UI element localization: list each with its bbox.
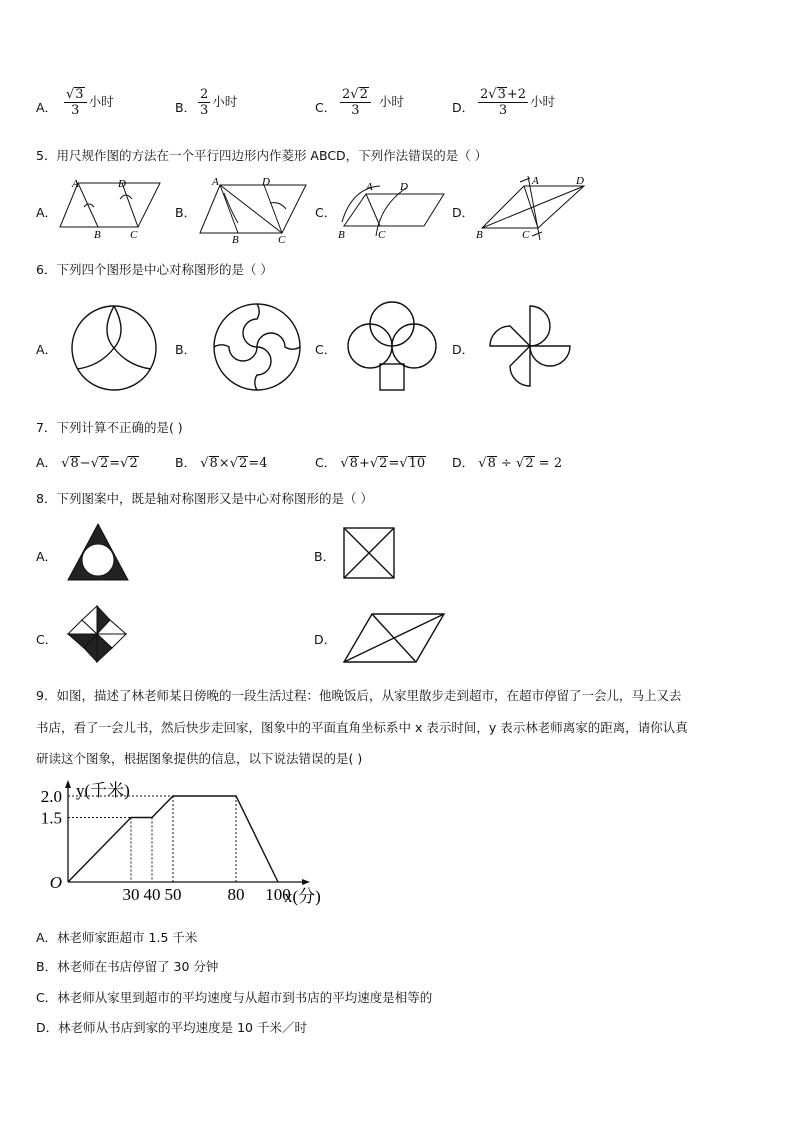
denominator: 3 (498, 103, 508, 118)
q6-figure-a (70, 304, 158, 392)
q8-stem: 8．下列图案中，既是轴对称图形又是中心对称图形的是（ ） (36, 491, 373, 506)
q9-option-c[interactable]: C．林老师从家里到超市的平均速度与从超市到书店的平均速度是相等的 (36, 990, 433, 1005)
point-label: A (532, 175, 539, 187)
q6-figure-c (346, 300, 438, 392)
q7-option-a[interactable]: A． √8−√2=√2 (36, 455, 138, 471)
point-label: A (366, 181, 373, 193)
q8-figure-a (66, 522, 130, 582)
q5-option-c[interactable]: C． (315, 205, 337, 220)
option-label: A． (36, 455, 58, 470)
q9-option-b[interactable]: B．林老师在书店停留了 30 分钟 (36, 959, 219, 974)
point-label: C (130, 229, 138, 241)
q4-option-d-value: $\frac{2√3+2}{3}$ 小时 (480, 87, 556, 118)
x-tick-label: 100 (265, 885, 291, 904)
radicand: 8 (209, 456, 218, 471)
unit: 小时 (530, 94, 556, 109)
q6-stem: 6．下列四个图形是中心对称图形的是（ ） (36, 262, 273, 277)
q9-option-d[interactable]: D．林老师从书店到家的平均速度是 10 千米／时 (36, 1020, 307, 1035)
option-label: C． (315, 455, 337, 470)
equals: = (248, 456, 260, 471)
point-label: D (262, 176, 270, 188)
q8-figure-c (64, 604, 130, 664)
radicand: 2 (129, 456, 138, 471)
point-label: B (232, 234, 239, 246)
y-tick-label: 2.0 (40, 787, 62, 806)
q5-option-b[interactable]: B． (175, 205, 197, 220)
point-label: D (118, 178, 126, 190)
q8-option-c[interactable]: C． (36, 632, 58, 647)
x-tick-label: 50 (164, 885, 182, 904)
q4-option-a-value: $\frac{√3}{3}$ 小时 (66, 87, 114, 118)
point-label: C (522, 229, 530, 241)
result: 2 (553, 456, 563, 471)
q4-option-c[interactable] (315, 98, 336, 116)
q5-option-d[interactable]: D． (452, 205, 475, 220)
q5-option-a[interactable]: A． (36, 205, 58, 220)
point-label: B (476, 229, 483, 241)
option-label: B． (175, 100, 197, 115)
q8-figure-d (342, 612, 448, 664)
y-tick-label: 1.5 (40, 808, 62, 828)
radicand: 2 (99, 456, 109, 471)
radicand: 2 (239, 456, 248, 471)
distance-time-graph (30, 776, 340, 916)
y-axis-label: y(千米) (76, 781, 130, 800)
q6-option-a[interactable]: A． (36, 342, 58, 357)
operator: + (358, 456, 370, 471)
x-tick-label: 80 (227, 885, 245, 904)
q4-option-b[interactable] (175, 98, 196, 116)
equals: = (388, 456, 400, 471)
q6-figure-d (488, 304, 572, 388)
q8-option-b[interactable]: B． (314, 549, 336, 564)
guide-lines (68, 796, 236, 882)
radicand: 8 (70, 456, 79, 471)
option-label: B． (175, 455, 197, 470)
q7-option-b[interactable]: B． √8×√2=4 (175, 455, 268, 471)
x-tick-label: 30 (122, 885, 140, 904)
operator: − (79, 456, 91, 471)
point-label: A (212, 176, 219, 188)
q4-option-a[interactable] (36, 98, 57, 116)
q5-figure-c (336, 178, 448, 242)
q8-figure-b (342, 526, 398, 582)
unit: 小时 (378, 94, 404, 109)
q7-option-d[interactable]: D． √8 ÷ √2 = 2 (452, 455, 563, 471)
radicand: 8 (349, 456, 358, 471)
q5-figure-d (476, 172, 596, 242)
option-label: D． (452, 455, 475, 470)
x-axis-arrow (302, 879, 310, 885)
q6-option-d[interactable]: D． (452, 342, 475, 357)
q4-option-c-value: $\frac{2√2}{3}$ 小时 (342, 87, 404, 118)
denominator: 3 (351, 103, 360, 118)
radicand: 10 (408, 456, 426, 471)
q7-stem: 7．下列计算不正确的是( ) (36, 420, 183, 435)
q6-figure-b (212, 302, 302, 392)
x-axis-label: x(分) (284, 887, 321, 906)
denominator: 3 (71, 103, 80, 118)
radicand: 8 (487, 456, 496, 471)
result: 4 (259, 456, 268, 471)
point-label: D (576, 175, 584, 187)
denominator: 3 (200, 103, 209, 118)
q9-stem-line-3: 研读这个图象，根据图象提供的信息，以下说法错误的是( ) (36, 751, 363, 766)
operator: ÷ (501, 456, 512, 471)
q4-option-d[interactable] (452, 98, 474, 116)
point-label: B (338, 229, 345, 241)
q4-option-b-value (196, 87, 237, 118)
q5-figure-a (58, 175, 168, 240)
q9-stem-line-1: 9．如图，描述了林老师某日傍晚的一段生活过程：他晚饭后，从家里散步走到超市，在超市停留了一会儿，马上又去 (36, 688, 682, 703)
point-label: D (400, 181, 408, 193)
q6-option-b[interactable]: B． (175, 342, 197, 357)
option-label: C． (315, 100, 337, 115)
q5-figure-b (198, 175, 310, 246)
unit: 小时 (212, 94, 238, 109)
radicand: 2 (379, 456, 388, 471)
q9-stem-line-2: 书店，看了一会儿书，然后快步走回家，图象中的平面直角坐标系中 x 表示时间，y 表示林老师离家的距离，请你认真 (36, 720, 688, 735)
q5-stem: 5．用尺规作图的方法在一个平行四边形内作菱形 ABCD，下列作法错误的是（ ） (36, 148, 488, 163)
q7-option-c[interactable]: C． √8+√2=√10 (315, 455, 426, 471)
q8-option-a[interactable]: A． (36, 549, 58, 564)
option-label: D． (452, 100, 475, 115)
y-axis-arrow (65, 780, 71, 788)
q6-option-c[interactable]: C． (315, 342, 337, 357)
unit: 小时 (88, 94, 114, 109)
option-label: A． (36, 100, 58, 115)
x-tick-label: 40 (143, 885, 161, 904)
point-label: B (94, 229, 101, 241)
q8-option-d[interactable]: D． (314, 632, 337, 647)
point-label: C (378, 229, 386, 241)
operator: × (218, 456, 230, 471)
radicand: 2 (525, 456, 534, 471)
q9-option-a[interactable]: A．林老师家距超市 1.5 千米 (36, 930, 198, 945)
origin-label: O (49, 873, 62, 892)
tick-labels (41, 781, 321, 906)
point-label: A (72, 178, 79, 190)
point-label: C (278, 234, 286, 246)
equals: = (538, 456, 550, 471)
equals: = (109, 456, 121, 471)
numerator: 2 (200, 87, 209, 102)
